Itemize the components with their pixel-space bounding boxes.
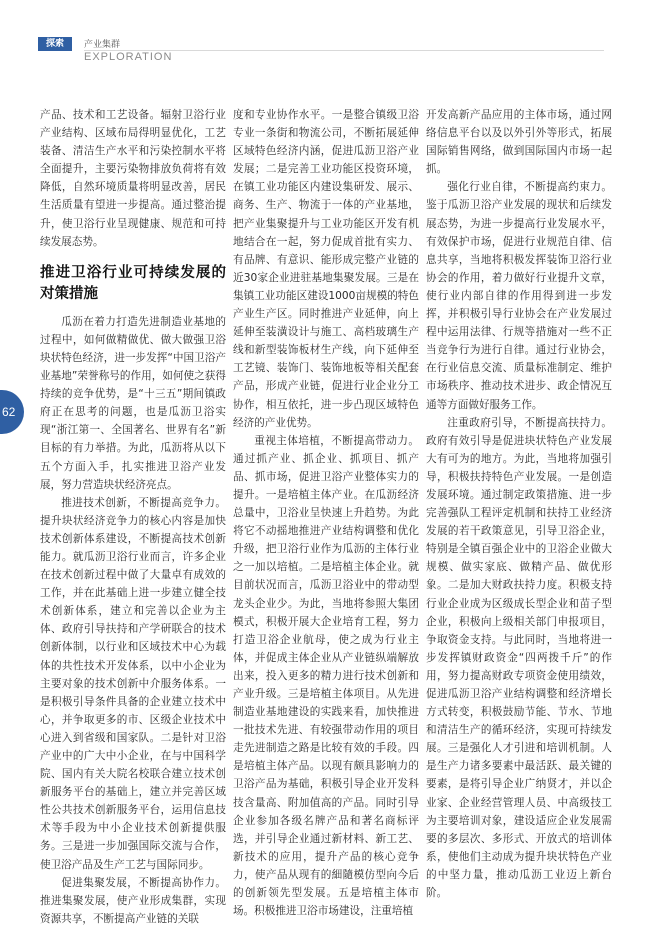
paragraph: 度和专业协作水平。一是整合镇级卫浴专业一条街和物流公司，不断拓展延伸区域特色经济内涵，促进瓜沥卫浴产业发展；二是完善工业功能区投资环境，在镇工业功能区内建设集研发、展示、商务、生产、物流于一体的产业基地，把产业集聚提升与工业功能区开发有机地结合在一起，努力促成首批有实力、有品牌、有意识、能形成完整产业链的近30家企业进驻基地集聚发展。三是在集镇工业功能区建设1000亩规模的特色产业生产区。同时推进产业延伸，向上延伸至装潢设计与施工、高档玻璃生产线和新型装饰板材生产线，向下延伸至工艺镜、装饰门、装饰地板等相关配套产品，形成产业链，促进行业企业分工协作，相互依托，进一步凸现区域特色经济的产业优势。 [233,109,419,429]
section-title-cn: 产业集群 [84,40,121,50]
article-heading: 推进卫浴行业可持续发展的对策措施 [40,264,226,302]
page-header [0,0,646,78]
paragraph: 瓜沥在着力打造先进制造业基地的过程中，如何做精做优、做大做强卫浴块状特色经济，进一步发挥“中国卫浴产业基地”荣誉称号的作用，如何使之获得持续的竞争优势，是“十三五”期间镇政府正在思考的问题，也是瓜沥卫浴实现“浙江第一、全国著名、世界有名”新目标的有力举措。为此，瓜沥将从以下五个方面入手，扎实推进卫浴产业发展，努力营造块状经济亮点。 [40,315,226,491]
paragraph: 强化行业自律，不断提高约束力。鉴于瓜沥卫浴产业发展的现状和后续发展态势，为进一步提高行业发展水平，有效保护市场，促进行业规范自律、信息共享，当地将积极发挥装饰卫浴行业协会的作用，着力做好行业提升文章，使行业内部自律的作用得到进一步发挥，并积极引导行业协会在产业发展过程中运用法律、行规等措施对一些不正当竞争行为进行自律。通过行业协会，在行业信息交流、质量标准制定、维护市场秩序、推动技术进步、政企情况互通等方面做好服务工作。 [426,181,612,411]
paragraph: 开发高新产品应用的主体市场，通过网络信息平台以及以外引外等形式，拓展国际销售网络，做到国际国内市场一起抓。 [426,109,612,176]
paragraph: 推进技术创新，不断提高竞争力。提升块状经济竞争力的核心内容是加快技术创新体系建设，不断提高技术创新能力。就瓜沥卫浴行业而言，许多企业在技术创新过程中做了大量卓有成效的工作，并在此基础上进一步建立健全技术创新体系，建立和完善以企业为主体、政府引导扶持和产学研联合的技术创新体制，以行业和区域技术中心为载体的共性技术开发体系，以中小企业为主要对象的技术创新中介服务体系。一是积极引导条件具备的企业建立技术中心，并争取更多的市、区级企业技术中心进入到省级和国家队。二是针对卫浴产业中的广大中小企业，在与中国科学院、国内有关大院名校联合建立技术创新服务平台的基础上，建立并完善区域性公共技术创新服务平台，运用信息技术等手段为中小企业技术创新提供服务。三是进一步加强国际交流与合作，使卫浴产品及生产工艺与国际同步。 [40,496,226,871]
paragraph: 重视主体培植，不断提高带动力。通过抓产业、抓企业、抓项目、抓产品、抓市场，促进卫浴产业整体实力的提升。一是培植主体产业。在瓜沥经济总量中，卫浴业呈快速上升趋势。为此将它不动摇地推进产业结构调整和优化升级，把卫浴行业作为瓜沥的主体行业之一加以培植。二是培植主体企业。就目前状况而言，瓜沥卫浴业中的带动型龙头企业少。为此，当地将参照大集团模式，积极开展大企业培育工程，努力打造卫浴企业航母，使之成为行业主体，并促成主体企业从产业链纵端解放出来，投入更多的精力进行技术创新和产业升级。三是培植主体项目。从先进制造业基地建设的实践来看，加快推进一批技术先进、有较强带动作用的项目走先进制造之路是比较有效的手段。四是培植主体产品。以现有颇具影响力的卫浴产品为基础，积极引导企业开发科技含量高、附加值高的产品。同时引导企业参加各级名牌产品和著名商标评选，并引导企业通过新材料、新工艺、新技术的应用，提升产品的核心竞争力，使产品从现有的細隨模仿型向今后的创新领先型发展。五是培植主体市场。积极推进卫浴市场建设，注重培植 [233,434,419,918]
column-1 [40,106,226,928]
paragraph: 产品、技术和工艺设备。辐射卫浴行业产业结构、区域布局得明显优化，工艺装备、清洁生产水平和污染控制水平将全面提升，主要污染物排放负荷将有效降低，自然环境质量将明显改善，居民生活质量有望进一步提高。通过整治提升，使卫浴行业呈现健康、规范和可持续发展态势。 [40,109,226,248]
column-2 [233,106,419,920]
section-tag: 探索 [38,37,72,51]
paragraph: 促进集聚发展，不断提高协作力。推进集聚发展，使产业形成集群，实现资源共享，不断提高产业链的关联 [40,876,226,925]
page-number: 62 [0,390,24,434]
section-title-en: EXPLORATION [84,51,173,63]
paragraph: 注重政府引导，不断提高扶持力。政府有效引导是促进块状特色产业发展大有可为的地方。为此，当地将加强引导，积极扶持特色产业发展。一是创造发展环境。通过制定政策措施、进一步完善强队工程评定机制和扶持工业经济发展的若干政策意见，引导卫浴企业，特别是全镇百强企业中的卫浴企业做大规模、做实家底、做精产品、做优形象。二是加大财政扶持力度。积极支持行业企业成为区级成长型企业和苗子型企业，积极向上级相关部门申报项目，争取资金支持。与此同时，当地将进一步发挥镇财政资金“四两拨千斤”的作用，努力提高财政专项资金使用绩效，促进瓜沥卫浴产业结构调整和经济增长方式转变，积极鼓励节能、节水、节地和清洁生产的循环经济，实现可持续发展。三是强化人才引进和培训机制。人是生产力诸多要素中最活跃、最关键的要素，是将引导企业广纳贤才，并以企业家、企业经营管理人员、中高级技工为主要培训对象，建设适应企业发展需要的多层次、多形式、开放式的培训体系，使他们主动成为提升块状特色产业的中坚力量，推动瓜沥工业迈上新台阶。 [426,416,612,900]
column-3 [426,106,612,902]
